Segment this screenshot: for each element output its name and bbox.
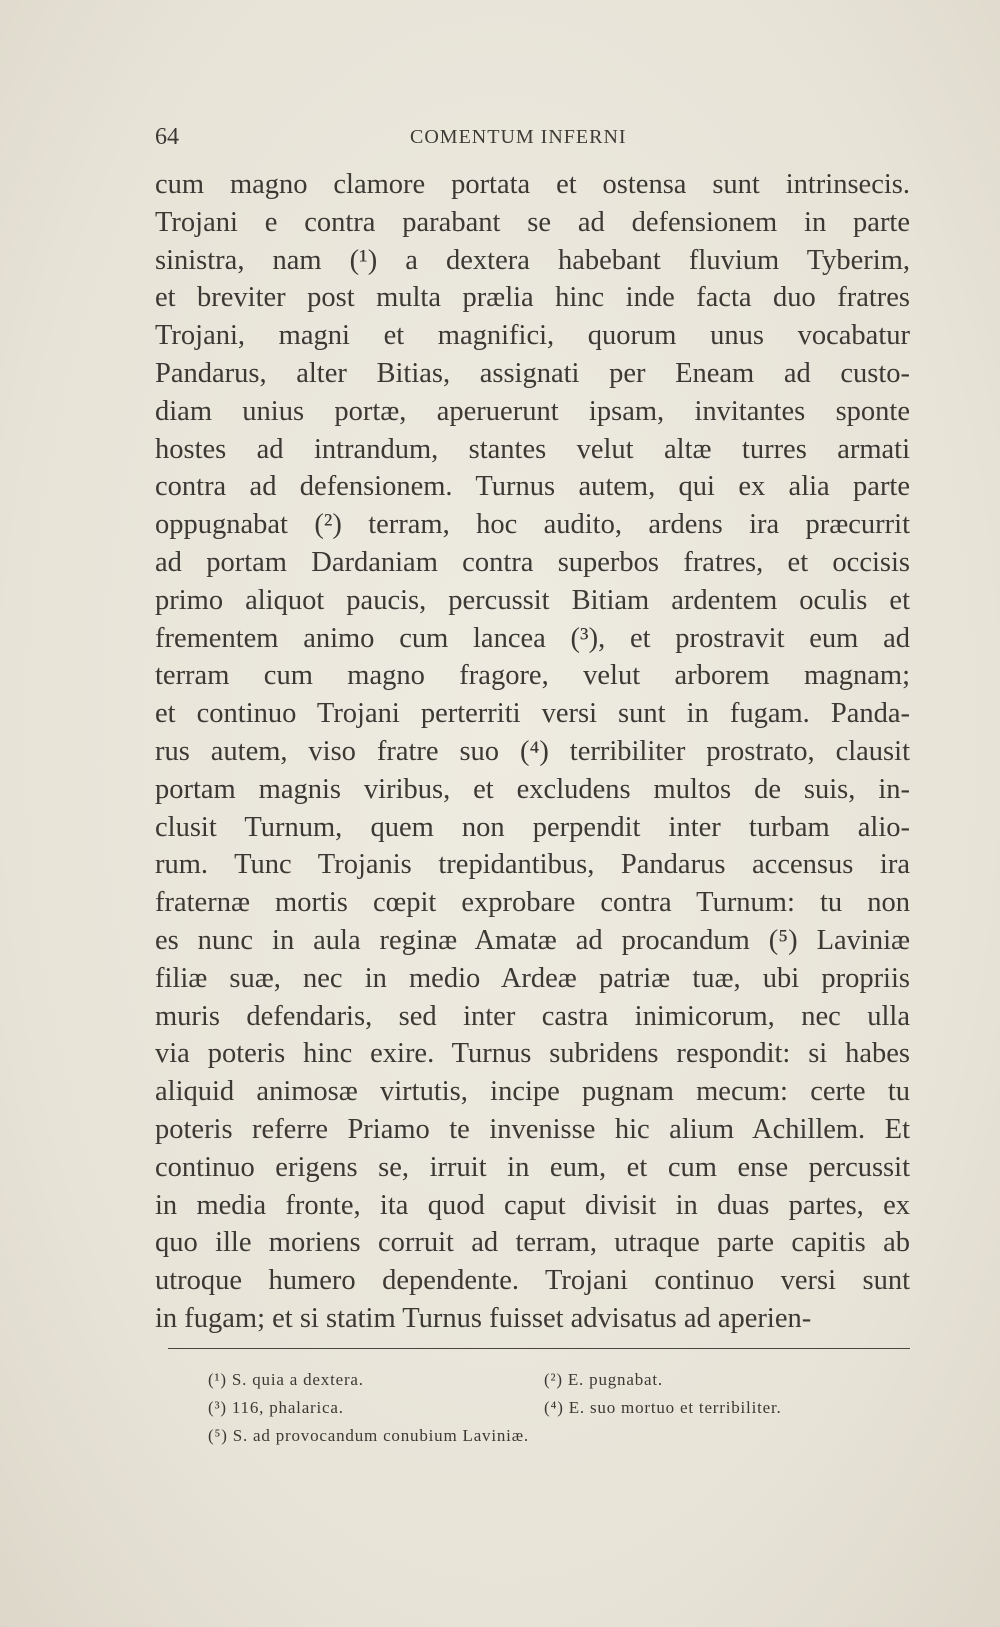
footnote-4: (⁴) E. suo mortuo et terribiliter. xyxy=(544,1398,782,1417)
footnote-5: (⁵) S. ad provocandum conubium Laviniæ. xyxy=(208,1426,529,1445)
text-line: quo ille moriens corruit ad terram, utraque parte capitis ab xyxy=(155,1227,910,1259)
text-line: primo aliquot paucis, percussit Bitiam ardentem oculis et xyxy=(155,584,910,616)
text-line: ad portam Dardaniam contra superbos fratres, et occisis xyxy=(155,546,910,578)
text-line: Trojani, magni et magnifici, quorum unus vocabatur xyxy=(155,320,910,352)
text-line: rus autem, viso fratre suo (⁴) terribiliter prostrato, clausit xyxy=(155,735,910,767)
text-line: contra ad defensionem. Turnus autem, qui ex alia parte xyxy=(155,471,910,503)
page-header xyxy=(155,124,910,154)
body-text xyxy=(155,166,910,1338)
text-line: in fugam; et si statim Turnus fuisset advisatus ad aperien- xyxy=(155,1302,812,1334)
text-line: rum. Tunc Trojanis trepidantibus, Pandarus accensus ira xyxy=(155,849,910,881)
text-line: aliquid animosæ virtutis, incipe pugnam mecum: certe tu xyxy=(155,1076,910,1108)
footnote-1: (¹) S. quia a dextera. xyxy=(208,1370,364,1389)
footnote-3: (³) 116, phalarica. xyxy=(208,1398,344,1417)
text-line: diam unius portæ, aperuerunt ipsam, invitantes sponte xyxy=(155,395,910,427)
footnote-row xyxy=(208,1398,888,1426)
text-line: fraternæ mortis cœpit exprobare contra Turnum: tu non xyxy=(155,887,910,919)
footnote-row xyxy=(208,1370,888,1398)
footnote-divider xyxy=(168,1348,910,1349)
text-line: es nunc in aula reginæ Amatæ ad procandum (⁵) Laviniæ xyxy=(155,924,910,956)
text-line: Pandarus, alter Bitias, assignati per Eneam ad custo- xyxy=(155,357,910,389)
footnotes xyxy=(208,1370,888,1454)
text-line: poteris referre Priamo te invenisse hic alium Achillem. Et xyxy=(155,1113,910,1145)
text-line: et continuo Trojani perterriti versi sunt in fugam. Panda- xyxy=(155,698,910,730)
text-line: portam magnis viribus, et excludens multos de suis, in- xyxy=(155,773,910,805)
text-line: hostes ad intrandum, stantes velut altæ turres armati xyxy=(155,433,910,465)
text-line: clusit Turnum, quem non perpendit inter turbam alio- xyxy=(155,811,910,843)
text-line: continuo erigens se, irruit in eum, et cum ense percussit xyxy=(155,1151,910,1183)
running-head: COMENTUM INFERNI xyxy=(410,126,627,148)
text-line: frementem animo cum lancea (³), et prostravit eum ad xyxy=(155,622,910,654)
text-line: via poteris hinc exire. Turnus subridens respondit: si habes xyxy=(155,1038,910,1070)
footnote-row xyxy=(208,1426,888,1454)
text-line: cum magno clamore portata et ostensa sunt intrinsecis. xyxy=(155,169,910,200)
text-line: in media fronte, ita quod caput divisit in duas partes, ex xyxy=(155,1189,910,1221)
text-line: filiæ suæ, nec in medio Ardeæ patriæ tuæ, ubi propriis xyxy=(155,962,910,994)
text-line: muris defendaris, sed inter castra inimicorum, nec ulla xyxy=(155,1000,910,1032)
text-line: oppugnabat (²) terram, hoc audito, ardens ira præcurrit xyxy=(155,509,910,541)
text-line: sinistra, nam (¹) a dextera habebant fluvium Tyberim, xyxy=(155,244,910,276)
page-number: 64 xyxy=(155,124,179,150)
text-line: et breviter post multa prælia hinc inde facta duo fratres xyxy=(155,282,910,314)
text-line: utroque humero dependente. Trojani continuo versi sunt xyxy=(155,1265,910,1297)
footnote-2: (²) E. pugnabat. xyxy=(544,1370,663,1389)
text-line: terram cum magno fragore, velut arborem magnam; xyxy=(155,660,910,692)
text-line: Trojani e contra parabant se ad defensionem in parte xyxy=(155,206,910,238)
